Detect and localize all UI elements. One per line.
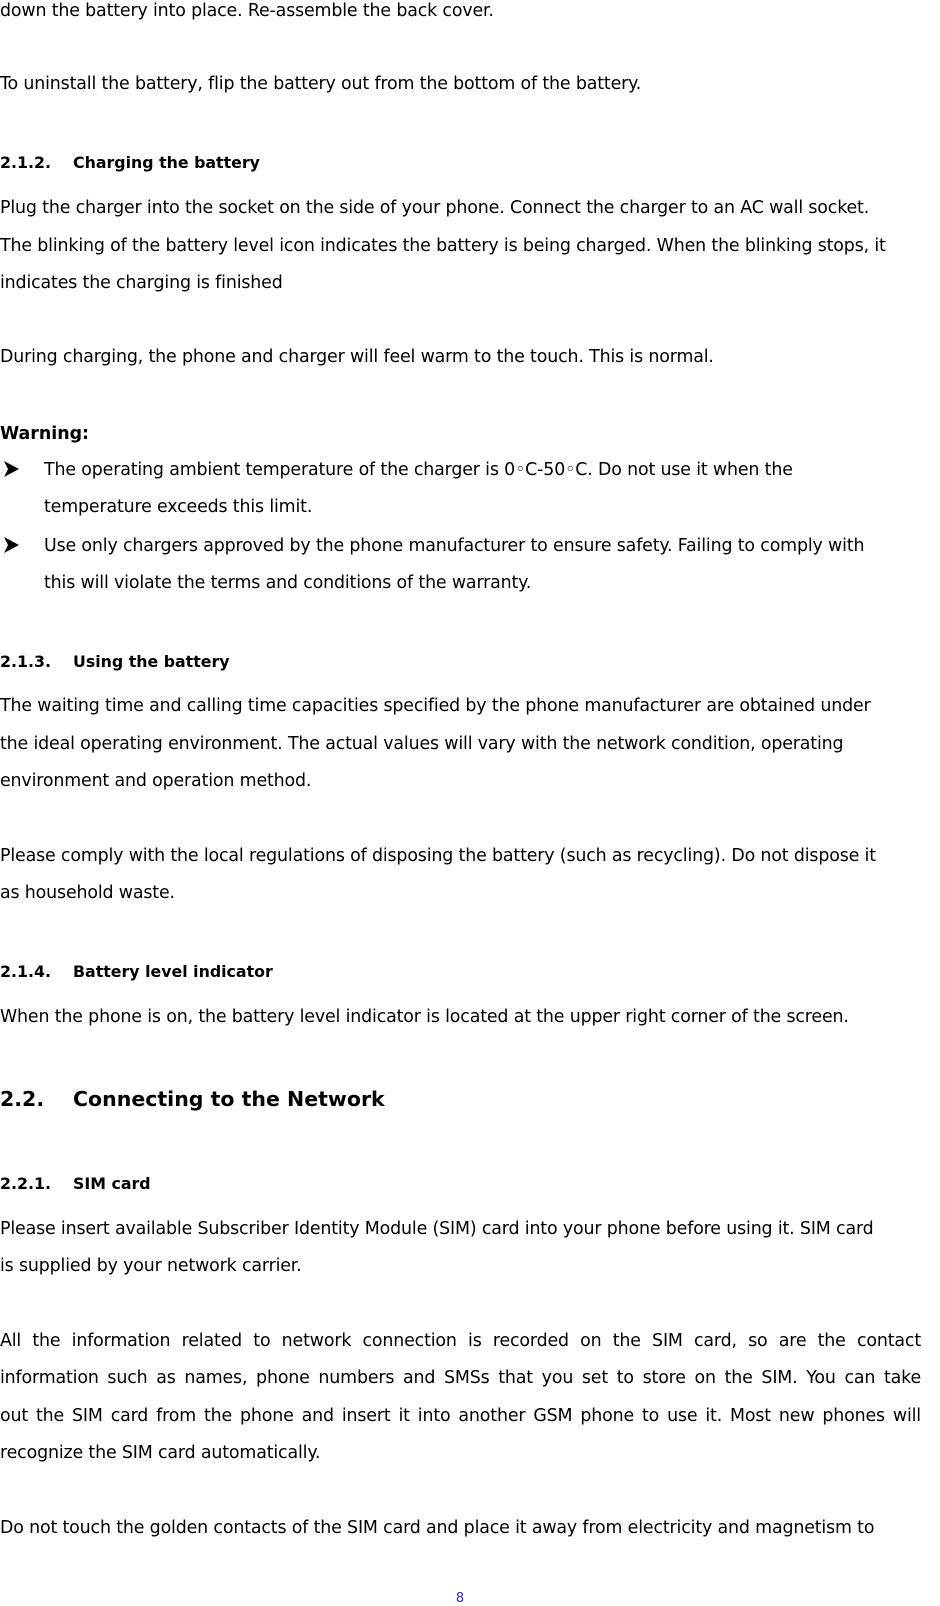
- heading-number: 2.1.3.: [0, 652, 51, 671]
- section-heading-2-1-2: [0, 153, 260, 173]
- paragraph-line: Plug the charger into the socket on the side of your phone. Connect the charger to an AC wall socket.: [0, 198, 870, 218]
- arrowhead-bullet-icon: [2, 458, 22, 480]
- paragraph-line: as household waste.: [0, 883, 175, 903]
- warning-item-line: The operating ambient temperature of the charger is 0◦C-50◦C. Do not use it when the: [44, 460, 793, 480]
- warning-item-line: temperature exceeds this limit.: [44, 497, 313, 517]
- page-number: 8: [455, 1591, 465, 1606]
- paragraph-line: The waiting time and calling time capacities specified by the phone manufacturer are obtained under: [0, 696, 871, 716]
- paragraph-line: Do not touch the golden contacts of the SIM card and place it away from electricity and magnetism to: [0, 1518, 875, 1538]
- warning-item-line: Use only chargers approved by the phone manufacturer to ensure safety. Failing to comply with: [44, 536, 865, 556]
- warning-label: Warning:: [0, 424, 89, 444]
- paragraph-line: down the battery into place. Re-assemble the back cover.: [0, 1, 494, 21]
- section-heading-2-1-3: [0, 652, 230, 672]
- arrowhead-bullet-icon: [2, 534, 22, 556]
- section-heading-2-2: [0, 1086, 385, 1112]
- heading-number: 2.2.: [0, 1087, 45, 1111]
- paragraph-line: environment and operation method.: [0, 771, 312, 791]
- heading-title: Charging the battery: [73, 153, 260, 172]
- section-heading-2-2-1: [0, 1174, 151, 1194]
- paragraph-line: recognize the SIM card automatically.: [0, 1443, 321, 1463]
- paragraph-line: Please insert available Subscriber Identity Module (SIM) card into your phone before using it. SIM card: [0, 1219, 874, 1239]
- paragraph-line: During charging, the phone and charger will feel warm to the touch. This is normal.: [0, 347, 714, 367]
- warning-item-line: this will violate the terms and conditions of the warranty.: [44, 573, 532, 593]
- section-heading-2-1-4: [0, 962, 273, 982]
- heading-title: Battery level indicator: [73, 962, 273, 981]
- paragraph-line-justified: All the information related to network connection is recorded on the SIM card, so are the contact: [0, 1331, 921, 1351]
- paragraph-line: is supplied by your network carrier.: [0, 1256, 302, 1276]
- paragraph-line-justified: out the SIM card from the phone and insert it into another GSM phone to use it. Most new phones will: [0, 1406, 921, 1426]
- paragraph-line: the ideal operating environment. The actual values will vary with the network condition, operating: [0, 734, 844, 754]
- paragraph-line: Please comply with the local regulations of disposing the battery (such as recycling). Do not dispose it: [0, 846, 876, 866]
- paragraph-line-justified: information such as names, phone numbers and SMSs that you set to store on the SIM. You can take: [0, 1368, 921, 1388]
- paragraph-line: The blinking of the battery level icon indicates the battery is being charged. When the blinking stops, it: [0, 236, 886, 256]
- heading-number: 2.2.1.: [0, 1174, 51, 1193]
- heading-title: Using the battery: [73, 652, 230, 671]
- paragraph-line: To uninstall the battery, flip the battery out from the bottom of the battery.: [0, 74, 642, 94]
- paragraph-line: indicates the charging is finished: [0, 273, 283, 293]
- heading-title: SIM card: [73, 1174, 151, 1193]
- heading-number: 2.1.2.: [0, 153, 51, 172]
- heading-number: 2.1.4.: [0, 962, 51, 981]
- paragraph-line: When the phone is on, the battery level indicator is located at the upper right corner of the screen.: [0, 1007, 849, 1027]
- heading-title: Connecting to the Network: [73, 1087, 385, 1111]
